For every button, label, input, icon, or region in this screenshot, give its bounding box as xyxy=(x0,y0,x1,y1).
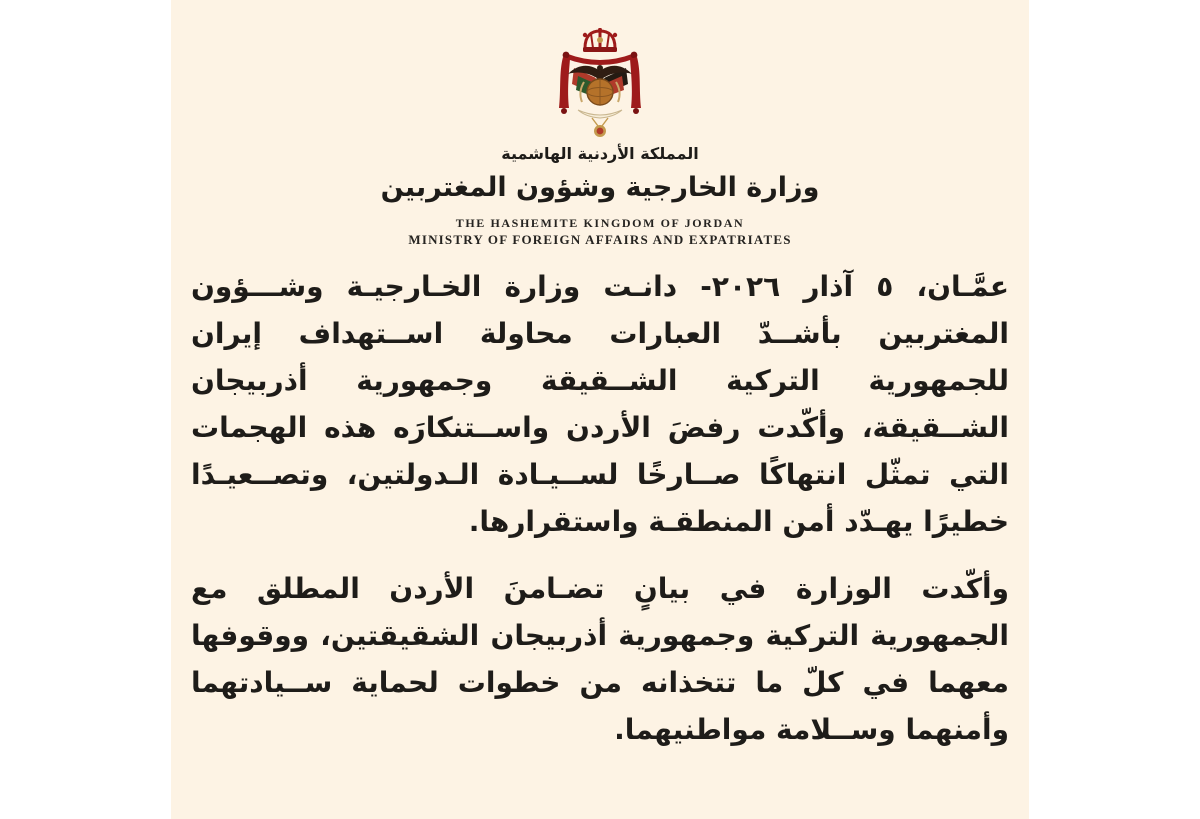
statement-paragraph-1: عمَّـان، ٥ آذار ٢٠٢٦- دانـت وزارة الخـارجيـة وشـــؤون المغتربين بأشــدّ العبارات محاولة اســتهداف إيران للجمهورية التركية الشــقيقة وجمهورية أذربيجان الشــقيقة، وأكّدت رفضَ الأردن واســتنكارَه هذه الهجمات التي تمثّل انتهاكًا صــارخًا لســيـادة الـدولتين، وتصــعيـدًا خطيرًا يهـدّد أمن المنطقـة واستقرارها. xyxy=(191,270,1009,538)
ribbon-and-medal xyxy=(578,110,622,137)
star-medal-icon xyxy=(594,125,606,137)
statement-body xyxy=(171,263,1029,753)
statement-paragraph-2: وأكّدت الوزارة في بيانٍ تضـامنَ الأردن المطلق مع الجمهورية التركية وجمهورية أذربيجان الشقيقتين، ووقوفها معهما في كلّ ما تتخذانه من خطوات لحماية ســيادتهما وأمنهما وســلامة مواطنيهما. xyxy=(191,572,1009,746)
jordan-coat-of-arms xyxy=(525,28,675,142)
ministry-name-english: MINISTRY OF FOREIGN AFFAIRS AND EXPATRIATES xyxy=(408,232,792,247)
kingdom-name-english: THE HASHEMITE KINGDOM OF JORDAN xyxy=(455,216,745,230)
jordan-coat-of-arms-icon xyxy=(525,28,675,142)
globe xyxy=(587,79,613,105)
statement-document xyxy=(171,0,1029,819)
kingdom-name-arabic: المملكة الأردنية الهاشمية xyxy=(501,144,699,163)
crown-icon xyxy=(583,28,617,52)
english-header-block xyxy=(171,216,1029,248)
ministry-name-arabic-calligraphy: وزارة الخارجية وشؤون المغتربين xyxy=(380,172,820,203)
